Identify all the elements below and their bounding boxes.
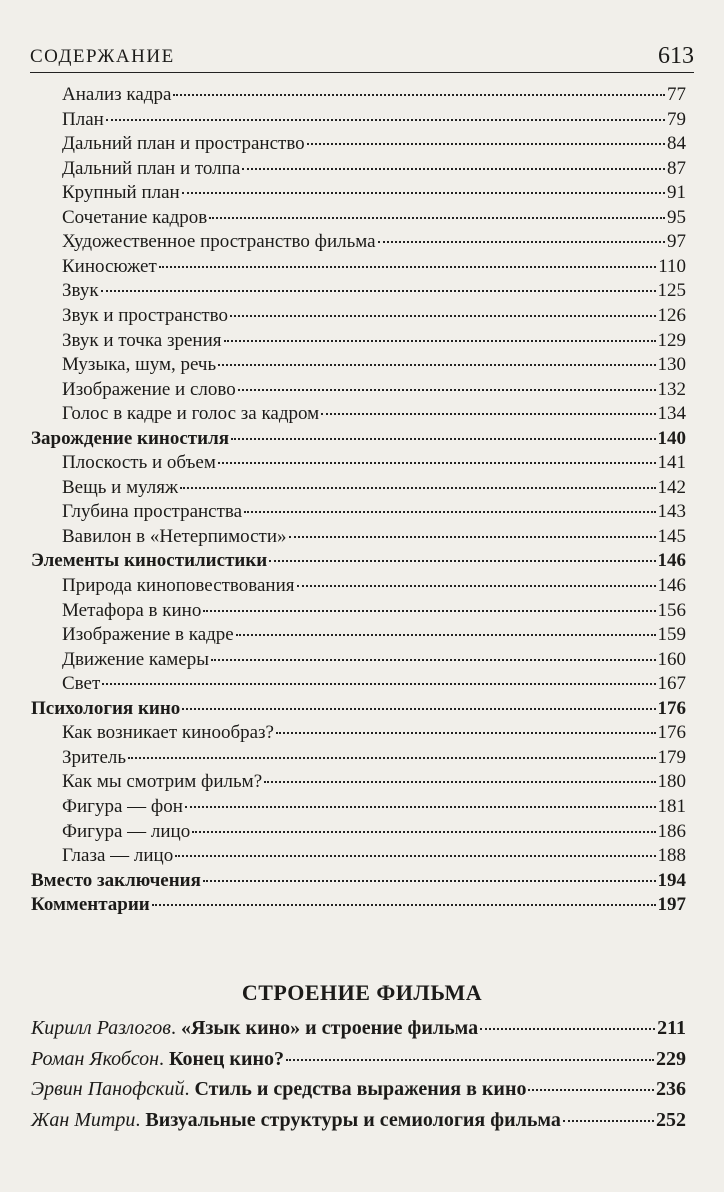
- entry-page: 129: [657, 329, 686, 351]
- article-page: 236: [656, 1078, 686, 1100]
- entry-page: 140: [657, 427, 686, 449]
- toc-entry: [62, 600, 686, 626]
- toc-entry: [62, 722, 686, 748]
- entry-page: 146: [657, 550, 686, 572]
- dot-leader: [264, 781, 655, 783]
- entry-title: Зарождение киностиля: [31, 427, 230, 449]
- dot-leader: [101, 290, 656, 292]
- dot-leader: [563, 1120, 654, 1122]
- dot-leader: [175, 855, 655, 857]
- entry-page: 97: [667, 231, 686, 253]
- dot-leader: [152, 904, 656, 906]
- toc-entry: [62, 845, 686, 871]
- entry-page: 145: [657, 525, 686, 547]
- entry-page: 87: [667, 157, 686, 179]
- entry-title: Звук и пространство: [62, 304, 229, 326]
- entry-page: 125: [657, 280, 686, 302]
- dot-leader: [128, 757, 655, 759]
- toc-entry: [62, 477, 686, 503]
- entry-page: 176: [657, 722, 686, 744]
- article-entry: [31, 1048, 686, 1078]
- entry-title: Зритель: [62, 746, 127, 768]
- entry-page: 179: [657, 746, 686, 768]
- toc-entry: [62, 747, 686, 773]
- entry-page: 77: [667, 84, 686, 105]
- entry-page: 110: [658, 255, 686, 277]
- article-page: 211: [657, 1017, 686, 1039]
- part-heading: СТРОЕНИЕ ФИЛЬМА: [241, 980, 483, 1005]
- entry-title: Как возникает кинообраз?: [62, 722, 274, 744]
- toc-entry: [62, 624, 686, 650]
- toc-entry: [62, 771, 686, 797]
- article-title: «Язык кино» и строение фильма: [180, 1017, 479, 1039]
- toc-entry: [62, 305, 686, 331]
- dot-leader: [236, 634, 656, 636]
- dot-leader: [173, 94, 665, 96]
- entry-title: Изображение и слово: [62, 378, 236, 400]
- dot-leader: [231, 438, 655, 440]
- dot-leader: [269, 560, 655, 562]
- toc-entry: [62, 158, 686, 184]
- toc-entry: [62, 330, 686, 356]
- entry-page: 84: [667, 133, 686, 155]
- toc-entry: [62, 403, 686, 429]
- toc-entry: [62, 501, 686, 527]
- toc-entry: [62, 821, 686, 847]
- entry-title: Элементы киностилистики: [31, 550, 268, 572]
- article-author: Жан Митри: [31, 1108, 136, 1131]
- entry-title: Дальний план и пространство: [62, 133, 305, 155]
- entry-title: Комментарии: [31, 894, 150, 916]
- entry-page: 186: [657, 820, 686, 842]
- entry-title: Звук: [62, 280, 99, 302]
- entry-title: Вещь и муляж: [62, 476, 179, 498]
- article-title: Конец кино?: [169, 1047, 284, 1070]
- entry-title: Художественное пространство фильма: [62, 231, 376, 253]
- author-separator: .: [135, 1108, 141, 1131]
- author-separator: .: [159, 1047, 164, 1070]
- dot-leader: [244, 511, 655, 513]
- dot-leader: [185, 806, 656, 808]
- dot-leader: [106, 119, 665, 121]
- entry-page: 141: [657, 452, 686, 474]
- entry-title: Анализ кадра: [62, 84, 172, 105]
- dot-leader: [480, 1028, 655, 1030]
- toc-section: [31, 894, 686, 920]
- article-entry: [31, 1017, 686, 1047]
- dot-leader: [289, 536, 656, 538]
- entry-title: Сочетание кадров: [62, 206, 208, 228]
- toc-entry: [62, 182, 686, 208]
- toc-entry: [62, 109, 686, 135]
- dot-leader: [182, 708, 655, 710]
- entry-title: Психология кино: [31, 697, 181, 719]
- toc-entry: [62, 280, 686, 306]
- entry-page: 142: [657, 476, 686, 498]
- entry-page: 95: [667, 206, 686, 228]
- entry-title: Фигура — лицо: [62, 820, 191, 842]
- entry-title: Плоскость и объем: [62, 452, 216, 474]
- toc-entry: [62, 379, 686, 405]
- entry-title: Природа киноповествования: [62, 575, 295, 596]
- entry-page: 134: [657, 403, 686, 425]
- article-title: Стиль и средства выражения в кино: [194, 1078, 527, 1100]
- entry-title: Крупный план: [62, 182, 180, 204]
- article-entry: [31, 1078, 686, 1108]
- toc-entry: [62, 796, 686, 822]
- toc-section: [31, 550, 686, 576]
- dot-leader: [286, 1059, 654, 1061]
- toc-entry: [62, 526, 686, 552]
- entry-title: Глубина пространства: [62, 501, 243, 523]
- article-author: Роман Якобсон: [31, 1047, 159, 1070]
- toc-entry: [62, 231, 686, 257]
- entry-page: 146: [657, 575, 686, 596]
- entry-page: 167: [657, 673, 686, 695]
- toc-section: [31, 870, 686, 896]
- dot-leader: [180, 487, 655, 489]
- entry-title: Киносюжет: [62, 255, 157, 277]
- article-page: 229: [656, 1047, 686, 1070]
- entry-page: 188: [657, 845, 686, 867]
- dot-leader: [192, 831, 655, 833]
- article-entry: [31, 1109, 686, 1139]
- toc-entry: [62, 84, 686, 110]
- dot-leader: [209, 217, 665, 219]
- entry-page: 159: [657, 624, 686, 646]
- dot-leader: [203, 880, 656, 882]
- entry-page: 194: [657, 869, 686, 891]
- entry-title: Метафора в кино: [62, 599, 202, 621]
- dot-leader: [230, 315, 655, 317]
- entry-title: Как мы смотрим фильм?: [62, 771, 263, 793]
- dot-leader: [321, 413, 655, 415]
- article-author: Эрвин Панофский: [31, 1078, 185, 1100]
- toc-entry: [62, 673, 686, 699]
- entry-title: Свет: [62, 673, 101, 695]
- entry-title: Изображение в кадре: [62, 624, 234, 646]
- entry-title: Движение камеры: [62, 648, 210, 670]
- header-title: СОДЕРЖАНИЕ: [30, 46, 175, 67]
- entry-title: Дальний план и толпа: [62, 157, 241, 179]
- dot-leader: [224, 340, 656, 342]
- article-title: Визуальные структуры и семиология фильма: [145, 1108, 561, 1131]
- entry-page: 160: [657, 648, 686, 670]
- toc-entry: [62, 354, 686, 380]
- article-author: Кирилл Разлогов: [31, 1017, 171, 1039]
- toc-entry: [62, 256, 686, 282]
- dot-leader: [102, 683, 655, 685]
- author-separator: .: [170, 1017, 176, 1039]
- entry-page: 197: [657, 894, 686, 916]
- toc-entry: [62, 452, 686, 478]
- toc-section: [31, 698, 686, 724]
- entry-page: 130: [657, 354, 686, 376]
- entry-title: Звук и точка зрения: [62, 329, 222, 351]
- running-header: [30, 40, 694, 73]
- dot-leader: [528, 1089, 654, 1091]
- entry-page: 156: [657, 599, 686, 621]
- entry-title: Вавилон в «Нетерпимости»: [62, 525, 287, 547]
- dot-leader: [238, 389, 656, 391]
- dot-leader: [378, 241, 665, 243]
- toc-entry: [62, 207, 686, 233]
- entry-page: 143: [657, 501, 686, 523]
- dot-leader: [276, 732, 656, 734]
- dot-leader: [218, 462, 656, 464]
- page-number: 613: [658, 43, 694, 69]
- entry-page: 91: [667, 182, 686, 204]
- dot-leader: [218, 364, 655, 366]
- dot-leader: [159, 266, 656, 268]
- dot-leader: [307, 143, 665, 145]
- entry-title: Вместо заключения: [31, 869, 201, 891]
- toc-entry: [62, 575, 686, 601]
- entry-title: Музыка, шум, речь: [62, 354, 217, 376]
- dot-leader: [203, 610, 655, 612]
- toc-entry: [62, 649, 686, 675]
- author-separator: .: [184, 1078, 190, 1100]
- dot-leader: [211, 659, 655, 661]
- entry-page: 132: [657, 378, 686, 400]
- entry-page: 180: [657, 771, 686, 793]
- dot-leader: [182, 192, 665, 194]
- dot-leader: [297, 585, 656, 587]
- article-page: 252: [656, 1108, 686, 1131]
- entry-page: 181: [657, 795, 686, 817]
- toc-section: [31, 428, 686, 454]
- entry-page: 79: [667, 108, 686, 130]
- entry-page: 176: [657, 697, 686, 719]
- entry-title: Фигура — фон: [62, 795, 183, 817]
- dot-leader: [242, 168, 665, 170]
- toc-entry: [62, 133, 686, 159]
- entry-title: Голос в кадре и голос за кадром: [62, 403, 320, 425]
- entry-title: Глаза — лицо: [62, 845, 174, 867]
- entry-page: 126: [657, 304, 686, 326]
- entry-title: План: [62, 108, 104, 130]
